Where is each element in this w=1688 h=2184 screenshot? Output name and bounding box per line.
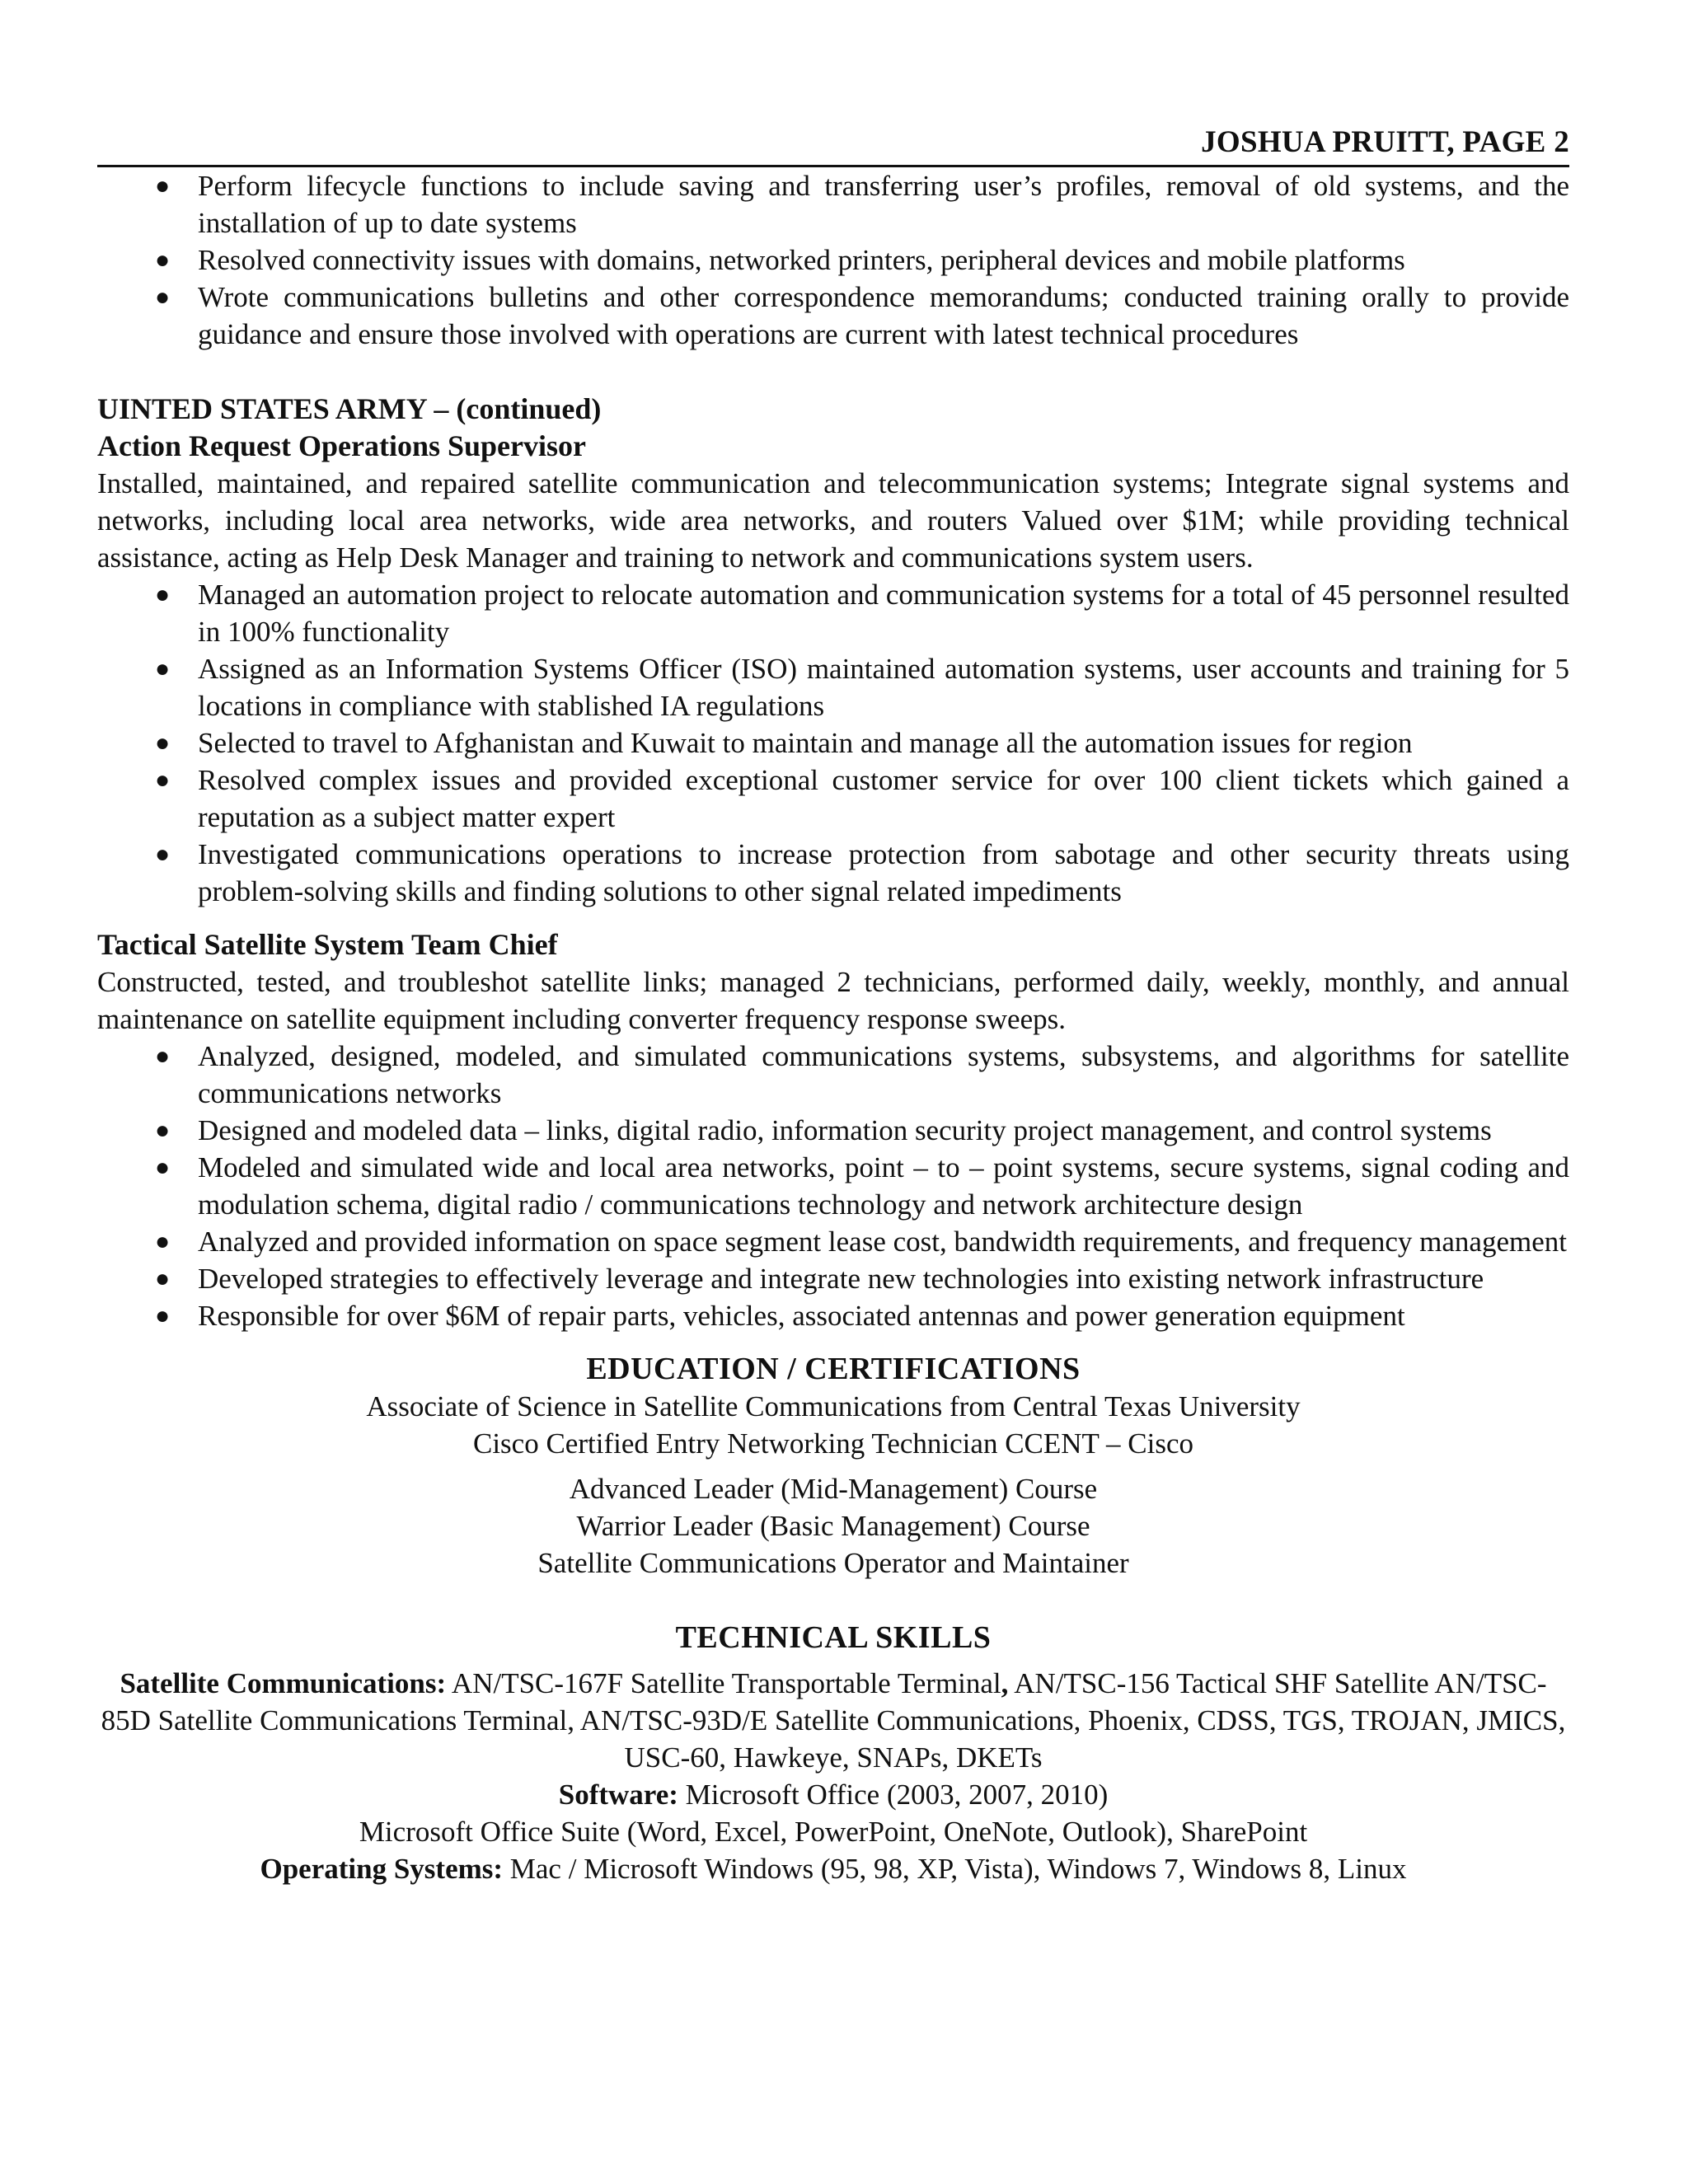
satcom-skills: Satellite Communications: AN/TSC-167F Satellite Transportable Terminal, AN/TSC-156 Tactical SHF Satellite AN/TSC-85D Satellite Communications Terminal, AN/TSC-93D/E Satellite Communications, Phoenix, CDSS, TGS, TROJAN, JMICS, USC-60, Hawkeye, SNAPs, DKETs bbox=[101, 1667, 1566, 1774]
intro-bullet-list bbox=[97, 167, 1569, 353]
list-item: ● Wrote communications bulletins and other correspondence memorandums; conducted training orally to provide guidance and ensure those involved with operations are current with latest technical procedures bbox=[97, 279, 1569, 353]
bullet-icon: ● bbox=[155, 284, 171, 311]
bullet-icon: ● bbox=[155, 1228, 171, 1255]
list-item: ● Selected to travel to Afghanistan and Kuwait to maintain and manage all the automation issues for region bbox=[97, 724, 1569, 762]
education-section-title: EDUCATION / CERTIFICATIONS bbox=[586, 1352, 1081, 1386]
bullet-icon: ● bbox=[155, 655, 171, 682]
role-title: Tactical Satellite System Team Chief bbox=[97, 928, 558, 961]
bullet-icon: ● bbox=[155, 172, 171, 199]
role-bullet-list bbox=[97, 576, 1569, 910]
os-skills: Operating Systems: Mac / Microsoft Windows (95, 98, XP, Vista), Windows 7, Windows 8, Linux bbox=[260, 1853, 1407, 1885]
list-item: ● Analyzed and provided information on space segment lease cost, bandwidth requirements, and frequency management bbox=[97, 1223, 1569, 1260]
list-item: ● Analyzed, designed, modeled, and simulated communications systems, subsystems, and algorithms for satellite communications networks bbox=[97, 1038, 1569, 1112]
role-title: Action Request Operations Supervisor bbox=[97, 429, 586, 462]
satcom-label: Satellite Communications: bbox=[120, 1667, 447, 1699]
role-summary: Installed, maintained, and repaired satellite communication and telecommunication systems; Integrate signal systems and networks, including local area networks, wide area networks, and routers Valued over $1M; while providing technical assistance, acting as Help Desk Manager and training to network and communications system users. bbox=[97, 467, 1569, 574]
education-line: Satellite Communications Operator and Maintainer bbox=[537, 1547, 1129, 1579]
role-summary: Constructed, tested, and troubleshot satellite links; managed 2 technicians, performed daily, weekly, monthly, and annual maintenance on satellite equipment including converter frequency response sweeps. bbox=[97, 966, 1569, 1035]
bullet-icon: ● bbox=[155, 581, 171, 608]
skills-section-title: TECHNICAL SKILLS bbox=[675, 1620, 992, 1655]
bullet-icon: ● bbox=[155, 1154, 171, 1181]
list-item: ● Modeled and simulated wide and local area networks, point – to – point systems, secure systems, signal coding and modulation schema, digital radio / communications technology and network architecture design bbox=[97, 1149, 1569, 1223]
bullet-icon: ● bbox=[155, 729, 171, 757]
bullet-icon: ● bbox=[155, 1043, 171, 1070]
employer-heading: UINTED STATES ARMY – (continued) bbox=[97, 392, 602, 425]
bullet-icon: ● bbox=[155, 246, 171, 274]
list-item: ● Developed strategies to effectively leverage and integrate new technologies into existing network infrastructure bbox=[97, 1260, 1569, 1297]
education-line: Cisco Certified Entry Networking Technician CCENT – Cisco bbox=[472, 1427, 1194, 1460]
bullet-icon: ● bbox=[155, 1117, 171, 1144]
education-line: Advanced Leader (Mid-Management) Course bbox=[569, 1473, 1098, 1505]
list-item: ● Perform lifecycle functions to include saving and transferring user’s profiles, removal of old systems, and the installation of up to date systems bbox=[97, 167, 1569, 241]
education-line: Warrior Leader (Basic Management) Course bbox=[576, 1510, 1090, 1542]
resume-content bbox=[97, 167, 1569, 1887]
os-label: Operating Systems: bbox=[260, 1853, 504, 1885]
bullet-icon: ● bbox=[155, 1265, 171, 1292]
list-item: ● Investigated communications operations to increase protection from sabotage and other security threats using problem-solving skills and finding solutions to other signal related impediments bbox=[97, 836, 1569, 910]
list-item: ● Responsible for over $6M of repair parts, vehicles, associated antennas and power generation equipment bbox=[97, 1297, 1569, 1334]
list-item: ● Managed an automation project to relocate automation and communication systems for a total of 45 personnel resulted in 100% functionality bbox=[97, 576, 1569, 650]
office-suite-skills: Microsoft Office Suite (Word, Excel, PowerPoint, OneNote, Outlook), SharePoint bbox=[359, 1816, 1308, 1848]
role-bullet-list bbox=[97, 1038, 1569, 1334]
software-skills: Software: Microsoft Office (2003, 2007, 2010) bbox=[558, 1779, 1109, 1811]
list-item: ● Designed and modeled data – links, digital radio, information security project management, and control systems bbox=[97, 1112, 1569, 1149]
bullet-icon: ● bbox=[155, 766, 171, 794]
bullet-icon: ● bbox=[155, 1302, 171, 1329]
list-item: ● Assigned as an Information Systems Officer (ISO) maintained automation systems, user accounts and training for 5 locations in compliance with stablished IA regulations bbox=[97, 650, 1569, 724]
list-item: ● Resolved complex issues and provided exceptional customer service for over 100 client tickets which gained a reputation as a subject matter expert bbox=[97, 762, 1569, 836]
list-item: ● Resolved connectivity issues with domains, networked printers, peripheral devices and mobile platforms bbox=[97, 241, 1569, 279]
education-line: Associate of Science in Satellite Communications from Central Texas University bbox=[366, 1390, 1301, 1422]
software-label: Software: bbox=[558, 1779, 678, 1811]
bullet-icon: ● bbox=[155, 841, 171, 868]
page-header-name: JOSHUA PRUITT, PAGE 2 bbox=[1201, 125, 1569, 159]
